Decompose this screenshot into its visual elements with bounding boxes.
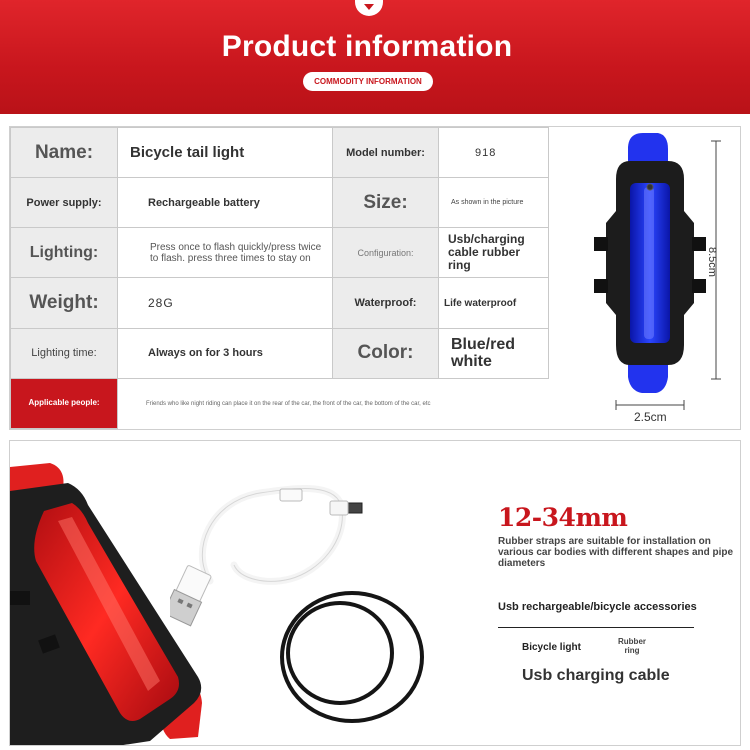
spec-value-color: Blue/red white	[439, 328, 549, 378]
spec-label-lighting-time: Lighting time:	[11, 328, 118, 378]
spec-label-model: Model number:	[333, 128, 439, 178]
spec-panel	[9, 126, 741, 430]
spec-value-name: Bicycle tail light	[118, 128, 333, 178]
spec-value-waterproof: Life waterproof	[439, 278, 549, 328]
spec-value-weight: 28G	[118, 278, 333, 328]
accessory-item-ring: Rubber ring	[618, 637, 646, 655]
page-title: Product information	[221, 30, 513, 63]
spec-value-applicable: Friends who like night riding can place it on the rear of the car, the front of the car, the bottom of the car, etc	[118, 378, 549, 428]
tail-light-blue-image	[568, 127, 740, 429]
accessory-item-light: Bicycle light	[522, 642, 581, 653]
spec-value-power: Rechargeable battery	[118, 178, 333, 228]
spec-label-name: Name:	[11, 128, 118, 178]
accessories-panel	[9, 440, 741, 746]
spec-label-color: Color:	[333, 328, 439, 378]
spec-value-lighting: Press once to flash quickly/press twice to flash. press three times to stay on	[118, 228, 333, 278]
table-row	[11, 378, 549, 428]
table-row	[11, 228, 549, 278]
header-banner	[0, 0, 750, 114]
spec-table	[10, 127, 549, 429]
spec-label-weight: Weight:	[11, 278, 118, 328]
tail-light-figure	[568, 127, 740, 429]
table-row	[11, 328, 549, 378]
accessory-subtitle: Usb rechargeable/bicycle accessories	[498, 601, 697, 613]
dimension-height-label: 8.5cm	[706, 247, 718, 277]
dimension-width-label: 2.5cm	[634, 410, 667, 424]
table-row	[11, 278, 549, 328]
table-row	[11, 178, 549, 228]
spec-value-configuration: Usb/charging cable rubber ring	[439, 228, 549, 278]
spec-value-model: 918	[439, 128, 549, 178]
table-row	[11, 128, 549, 178]
spec-value-lighting-time: Always on for 3 hours	[118, 328, 333, 378]
accessory-description: Rubber straps are suitable for installation on various car bodies with different shapes and pipe diameters	[498, 536, 734, 569]
chevron-down-icon	[355, 0, 383, 16]
spec-label-configuration: Configuration:	[333, 228, 439, 278]
spec-label-size: Size:	[333, 178, 439, 228]
spec-label-applicable: Applicable people:	[11, 378, 118, 428]
spec-value-size: As shown in the picture	[439, 178, 549, 228]
spec-label-lighting: Lighting:	[11, 228, 118, 278]
rubber-ring-image	[272, 577, 432, 737]
accessory-item-cable: Usb charging cable	[522, 667, 670, 684]
spec-label-power: Power supply:	[11, 178, 118, 228]
header-subtitle-badge: COMMODITY INFORMATION	[303, 72, 433, 91]
divider	[498, 627, 694, 628]
spec-label-waterproof: Waterproof:	[333, 278, 439, 328]
accessory-size-range: 12-34mm	[498, 503, 628, 532]
